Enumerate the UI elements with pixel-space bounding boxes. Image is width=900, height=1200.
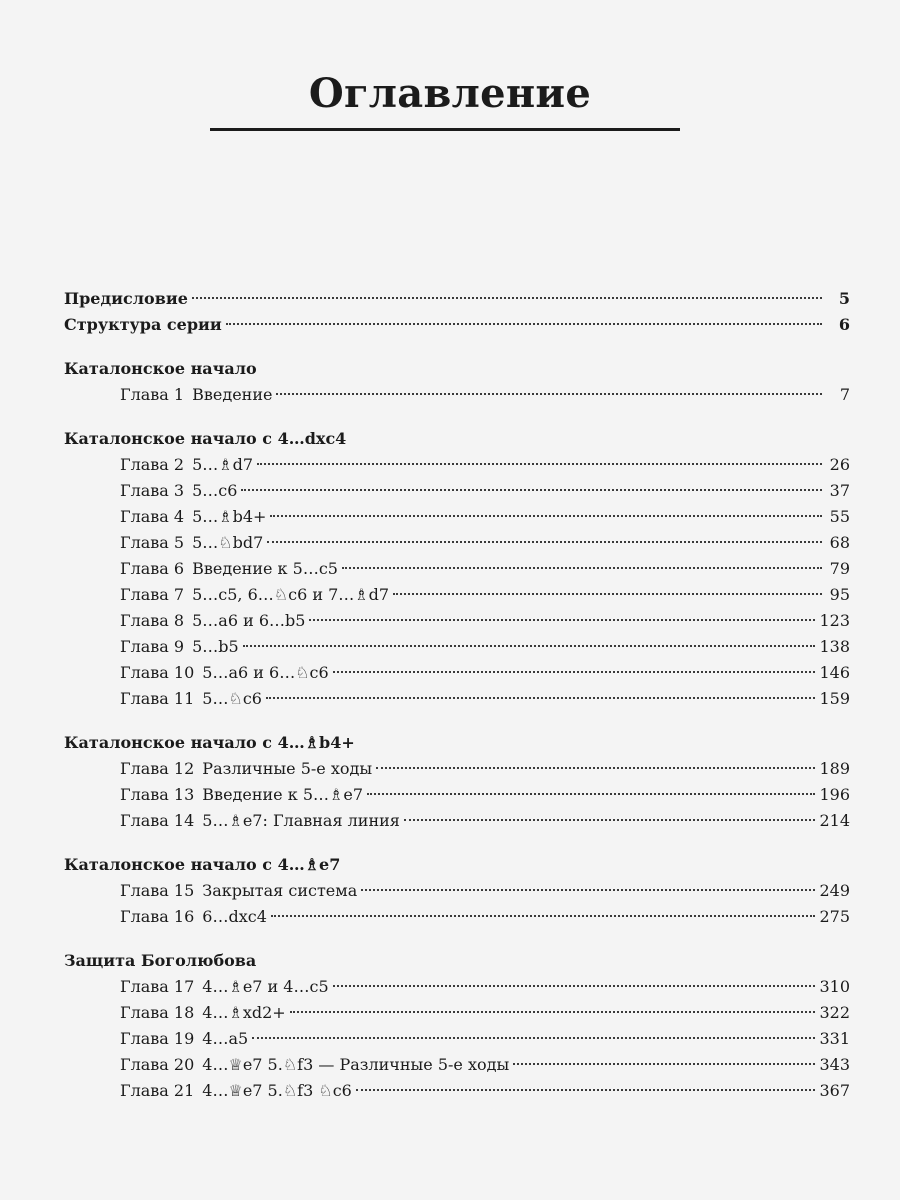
toc-chapter-entry[interactable]: [64, 878, 850, 904]
entry-label: Предисловие: [64, 289, 188, 308]
chapter-page: 275: [819, 907, 850, 926]
dot-leader: [252, 1037, 815, 1039]
toc-chapter-entry[interactable]: [64, 582, 850, 608]
chapter-title: 4…♕e7 5.♘f3 — Различные 5-е ходы: [202, 1055, 510, 1074]
chapter-title: 5…a6 и 6…♘c6: [202, 663, 329, 682]
toc-chapter-entry[interactable]: [64, 504, 850, 530]
section-title[interactable]: Защита Боголюбова: [64, 951, 257, 970]
toc-chapter-entry[interactable]: [64, 782, 850, 808]
chapter-title: 4…♗xd2+: [202, 1003, 286, 1022]
dot-leader: [333, 671, 816, 673]
chapter-page: 26: [829, 455, 850, 474]
chapter-page: 189: [819, 759, 850, 778]
section-title[interactable]: Каталонское начало: [64, 359, 257, 378]
chapter-page: 343: [819, 1055, 850, 1074]
chapter-number: Глава 12: [120, 759, 195, 778]
dot-leader: [267, 541, 822, 543]
chapter-title: Введение к 5…♗e7: [202, 785, 363, 804]
dot-leader: [356, 1089, 816, 1091]
chapter-page: 322: [819, 1003, 850, 1022]
chapter-page: 123: [819, 611, 850, 630]
chapter-title: 5…c6: [192, 481, 238, 500]
toc-chapter-entry[interactable]: [64, 808, 850, 834]
chapter-page: 331: [819, 1029, 850, 1048]
toc-chapter-entry[interactable]: [64, 556, 850, 582]
chapter-title: Различные 5-е ходы: [202, 759, 373, 778]
toc-chapter-entry[interactable]: [64, 974, 850, 1000]
chapter-page: 367: [819, 1081, 850, 1100]
dot-leader: [342, 567, 822, 569]
dot-leader: [243, 645, 816, 647]
chapter-number: Глава 2: [120, 455, 185, 474]
toc-sections: [64, 356, 850, 1104]
toc-chapter-entry[interactable]: [64, 686, 850, 712]
dot-leader: [257, 463, 822, 465]
chapter-number: Глава 1: [120, 385, 185, 404]
entry-label: Структура серии: [64, 315, 222, 334]
chapter-page: 249: [819, 881, 850, 900]
chapter-title: Введение: [192, 385, 273, 404]
chapter-title: 5…♘bd7: [192, 533, 264, 552]
chapter-number: Глава 6: [120, 559, 185, 578]
chapter-number: Глава 7: [120, 585, 185, 604]
chapter-number: Глава 8: [120, 611, 185, 630]
dot-leader: [404, 819, 816, 821]
chapter-title: 5…b5: [192, 637, 239, 656]
chapter-title: Закрытая система: [202, 881, 358, 900]
toc-chapter-entry[interactable]: [64, 904, 850, 930]
dot-leader: [266, 697, 815, 699]
toc-chapter-entry[interactable]: [64, 1026, 850, 1052]
dot-leader: [241, 489, 822, 491]
toc-chapter-entry[interactable]: [64, 608, 850, 634]
toc-section: [64, 730, 850, 834]
chapter-title: Введение к 5…c5: [192, 559, 338, 578]
toc-section: [64, 852, 850, 930]
entry-page: 5: [838, 289, 850, 308]
toc-chapter-entry[interactable]: [64, 660, 850, 686]
chapter-page: 214: [819, 811, 850, 830]
toc-chapter-entry[interactable]: [64, 1000, 850, 1026]
dot-leader: [367, 793, 815, 795]
toc-chapter-entry[interactable]: [64, 478, 850, 504]
chapter-number: Глава 15: [120, 881, 195, 900]
dot-leader: [192, 297, 822, 299]
chapter-title: 5…♘c6: [202, 689, 262, 708]
chapter-number: Глава 5: [120, 533, 185, 552]
section-title[interactable]: Каталонское начало с 4…♗e7: [64, 855, 341, 874]
chapter-page: 146: [819, 663, 850, 682]
toc-section: [64, 426, 850, 712]
chapter-number: Глава 3: [120, 481, 185, 500]
chapter-number: Глава 17: [120, 977, 195, 996]
dot-leader: [226, 323, 822, 325]
chapter-title: 5…♗d7: [192, 455, 254, 474]
chapter-page: 55: [829, 507, 850, 526]
chapter-title: 5…♗b4+: [192, 507, 267, 526]
section-title[interactable]: Каталонское начало с 4…dxc4: [64, 429, 347, 448]
chapter-page: 138: [819, 637, 850, 656]
dot-leader: [271, 915, 816, 917]
chapter-page: 68: [829, 533, 850, 552]
toc-chapter-entry[interactable]: [64, 1052, 850, 1078]
toc-chapter-entry[interactable]: [64, 452, 850, 478]
dot-leader: [333, 985, 816, 987]
chapter-title: 5…♗e7: Главная линия: [202, 811, 400, 830]
toc-chapter-entry[interactable]: [64, 530, 850, 556]
toc-entry-preface[interactable]: [64, 286, 850, 312]
section-title[interactable]: Каталонское начало с 4…♗b4+: [64, 733, 355, 752]
toc-section: [64, 356, 850, 408]
chapter-title: 5…c5, 6…♘c6 и 7…♗d7: [192, 585, 390, 604]
dot-leader: [376, 767, 815, 769]
toc-chapter-entry[interactable]: [64, 1078, 850, 1104]
toc-entry-series-structure[interactable]: [64, 312, 850, 338]
chapter-title: 4…♗e7 и 4…c5: [202, 977, 329, 996]
chapter-page: 79: [829, 559, 850, 578]
toc-chapter-entry[interactable]: [64, 756, 850, 782]
toc-section: [64, 948, 850, 1104]
chapter-number: Глава 10: [120, 663, 195, 682]
chapter-page: 7: [839, 385, 850, 404]
chapter-number: Глава 14: [120, 811, 195, 830]
chapter-number: Глава 9: [120, 637, 185, 656]
chapter-page: 159: [819, 689, 850, 708]
chapter-page: 37: [829, 481, 850, 500]
chapter-number: Глава 4: [120, 507, 185, 526]
chapter-title: 5…a6 и 6…b5: [192, 611, 306, 630]
entry-page: 6: [838, 315, 850, 334]
dot-leader: [309, 619, 815, 621]
chapter-number: Глава 18: [120, 1003, 195, 1022]
chapter-page: 310: [819, 977, 850, 996]
page-title: Оглавление: [308, 70, 592, 117]
dot-leader: [513, 1063, 815, 1065]
table-of-contents: [64, 286, 850, 1104]
toc-chapter-entry[interactable]: [64, 382, 850, 408]
chapter-page: 196: [819, 785, 850, 804]
dot-leader: [361, 889, 815, 891]
dot-leader: [290, 1011, 816, 1013]
chapter-number: Глава 13: [120, 785, 195, 804]
chapter-number: Глава 11: [120, 689, 195, 708]
dot-leader: [270, 515, 822, 517]
chapter-number: Глава 21: [120, 1081, 195, 1100]
chapter-number: Глава 19: [120, 1029, 195, 1048]
title-underline: [210, 128, 680, 131]
dot-leader: [393, 593, 822, 595]
chapter-title: 4…a5: [202, 1029, 249, 1048]
chapter-number: Глава 20: [120, 1055, 195, 1074]
toc-chapter-entry[interactable]: [64, 634, 850, 660]
chapter-page: 95: [829, 585, 850, 604]
chapter-title: 6…dxc4: [202, 907, 267, 926]
chapter-title: 4…♕e7 5.♘f3 ♘c6: [202, 1081, 352, 1100]
dot-leader: [276, 393, 822, 395]
chapter-number: Глава 16: [120, 907, 195, 926]
